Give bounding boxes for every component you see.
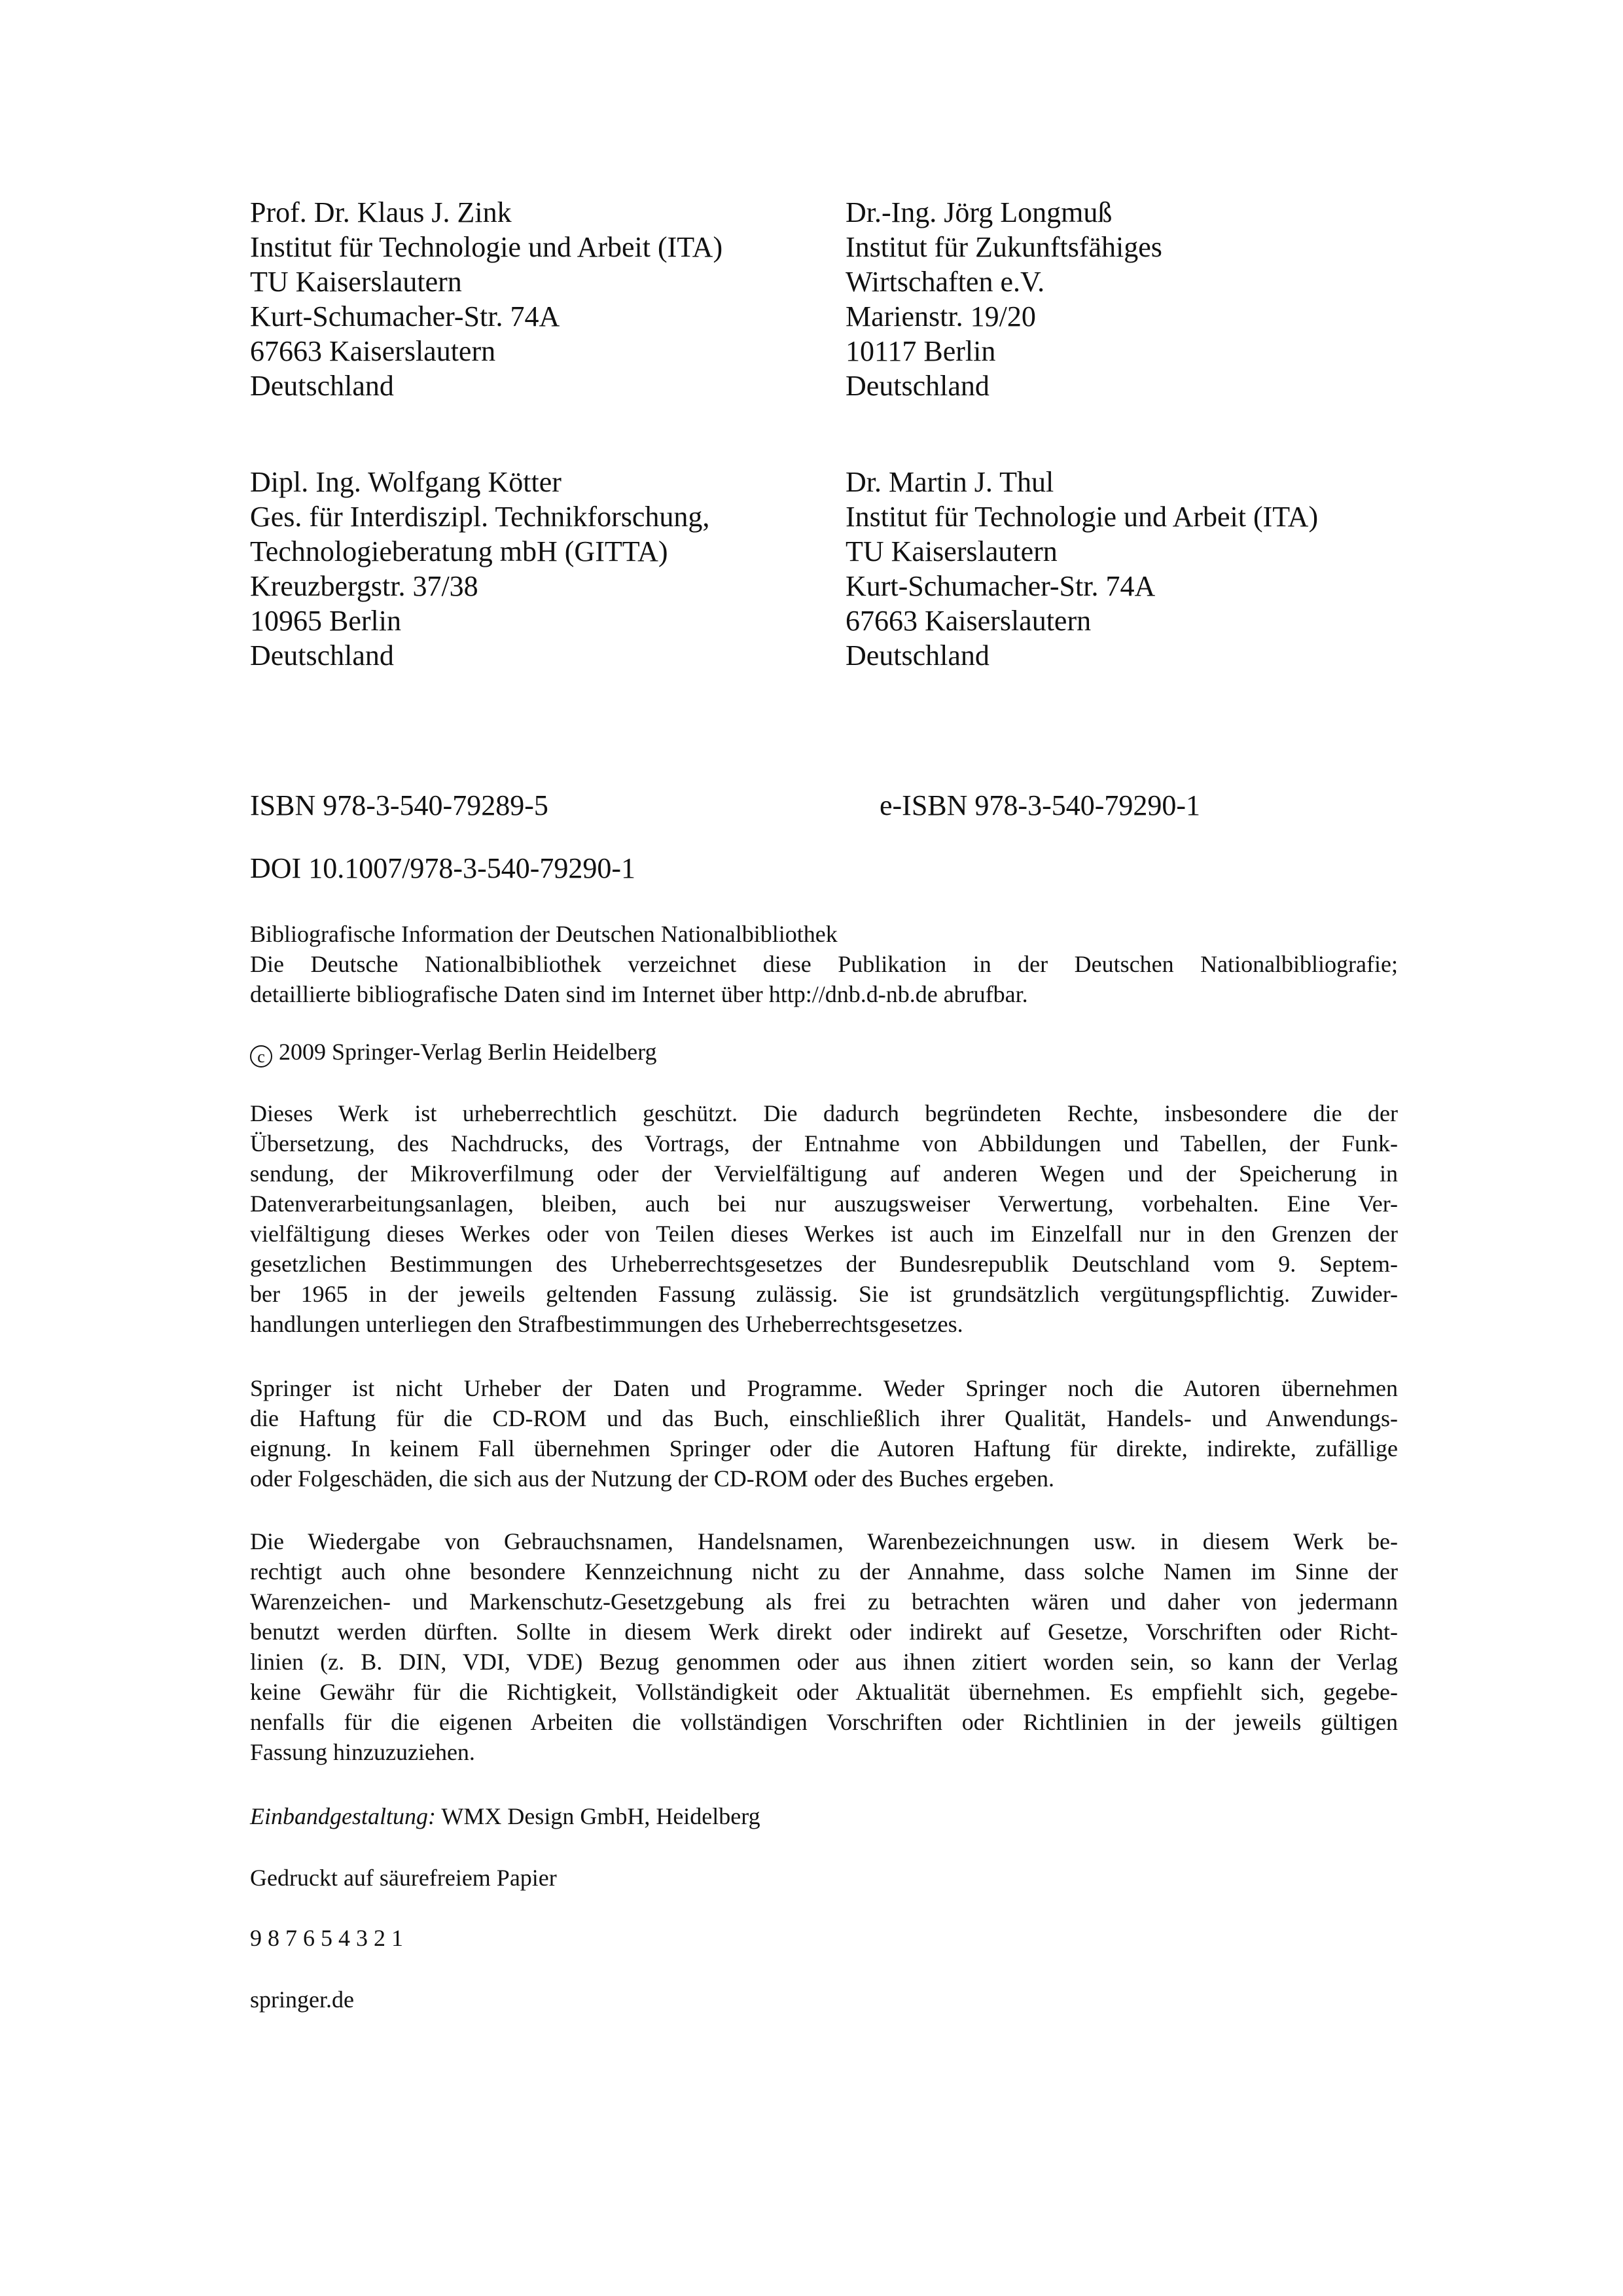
copyright-icon: c: [250, 1045, 272, 1067]
text-line: linien (z. B. DIN, VDI, VDE) Bezug genommen oder aus ihnen zitiert worden sein, so kann der Verlag: [250, 1649, 1398, 1675]
address-line: Technologieberatung mbH (GITTA): [250, 535, 668, 567]
text-line: Die Wiedergabe von Gebrauchsnamen, Handelsnamen, Warenbezeichnungen usw. in diesem Werk be-: [250, 1528, 1398, 1554]
address-block-thul: [846, 465, 1318, 673]
cover-design-label: Einbandgestaltung:: [250, 1803, 436, 1829]
address-line: Institut für Technologie und Arbeit (ITA): [250, 231, 723, 263]
paper-notice: Gedruckt auf säurefreiem Papier: [250, 1865, 557, 1891]
address-line: Wirtschaften e.V.: [846, 266, 1045, 298]
text-line: keine Gewähr für die Richtigkeit, Vollständigkeit oder Aktualität übernehmen. Es empfiehlt sich, gegebe-: [250, 1679, 1398, 1705]
text-line: Springer ist nicht Urheber der Daten und Programme. Weder Springer noch die Autoren übernehmen: [250, 1375, 1398, 1401]
address-line: Marienstr. 19/20: [846, 300, 1036, 332]
cover-design-value: WMX Design GmbH, Heidelberg: [441, 1803, 760, 1829]
address-line: 10117 Berlin: [846, 335, 996, 367]
bibliographic-information: [250, 919, 1398, 1009]
isbn: ISBN 978-3-540-79289-5: [250, 789, 548, 821]
text-line: oder Folgeschäden, die sich aus der Nutzung der CD-ROM oder des Buches ergeben.: [250, 1465, 1055, 1492]
doi: DOI 10.1007/978-3-540-79290-1: [250, 852, 636, 884]
address-line: Deutschland: [250, 370, 394, 402]
text-line: Fassung hinzuzuziehen.: [250, 1739, 475, 1765]
address-line: Deutschland: [846, 639, 990, 672]
address-line: 67663 Kaiserslautern: [250, 335, 496, 367]
text-line: Bibliografische Information der Deutschen Nationalbibliothek: [250, 921, 838, 947]
rights-paragraph: [250, 1098, 1398, 1339]
copyright-notice: [250, 1037, 1398, 1067]
copyright-text: 2009 Springer-Verlag Berlin Heidelberg: [279, 1039, 657, 1065]
text-line: ber 1965 in der jeweils geltenden Fassung zulässig. Sie ist grundsätzlich vergütungspflichtig. Zuwider-: [250, 1281, 1398, 1307]
address-line: 67663 Kaiserslautern: [846, 605, 1092, 637]
address-block-koetter: [250, 465, 709, 673]
text-line: detaillierte bibliografische Daten sind im Internet über http://dnb.d-nb.de abrufbar.: [250, 981, 1028, 1007]
address-line: Kurt-Schumacher-Str. 74A: [250, 300, 560, 332]
text-line: Warenzeichen- und Markenschutz-Gesetzgebung als frei zu betrachten wären und daher von jedermann: [250, 1588, 1398, 1615]
address-block-zink: [250, 195, 722, 403]
address-line: Kurt-Schumacher-Str. 74A: [846, 570, 1156, 602]
address-line: Deutschland: [846, 370, 990, 402]
cover-design-credit: [250, 1801, 1398, 1831]
text-line: die Haftung für die CD-ROM und das Buch, einschließlich ihrer Qualität, Handels- und Anwendungs-: [250, 1405, 1398, 1431]
print-run-numbers: 9 8 7 6 5 4 3 2 1: [250, 1925, 403, 1951]
address-line: TU Kaiserslautern: [846, 535, 1058, 567]
text-line: Dieses Werk ist urheberrechtlich geschützt. Die dadurch begründeten Rechte, insbesondere die der: [250, 1100, 1398, 1126]
text-line: Die Deutsche Nationalbibliothek verzeichnet diese Publikation in der Deutschen Nationalbibliografie;: [250, 951, 1398, 977]
liability-paragraph: [250, 1373, 1398, 1494]
address-line: Dr.-Ing. Jörg Longmuß: [846, 196, 1113, 228]
address-line: Ges. für Interdiszipl. Technikforschung,: [250, 501, 710, 533]
text-line: nenfalls für die eigenen Arbeiten die vollständigen Vorschriften oder Richtlinien in der jeweils gültigen: [250, 1709, 1398, 1735]
text-line: rechtigt auch ohne besondere Kennzeichnung nicht zu der Annahme, dass solche Namen im Sinne der: [250, 1558, 1398, 1585]
address-line: Institut für Technologie und Arbeit (ITA): [846, 501, 1319, 533]
address-line: Kreuzbergstr. 37/38: [250, 570, 478, 602]
text-line: Datenverarbeitungsanlagen, bleiben, auch bei nur auszugsweiser Verwertung, vorbehalten. Eine Ver-: [250, 1191, 1398, 1217]
address-block-longmuss: [846, 195, 1162, 403]
text-line: vielfältigung dieses Werkes oder von Teilen dieses Werkes ist auch im Einzelfall nur in den Grenzen der: [250, 1221, 1398, 1247]
text-line: handlungen unterliegen den Strafbestimmungen des Urheberrechtsgesetzes.: [250, 1311, 963, 1337]
address-line: 10965 Berlin: [250, 605, 401, 637]
text-line: eignung. In keinem Fall übernehmen Springer oder die Autoren Haftung für direkte, indirekte, zufällige: [250, 1435, 1398, 1462]
publisher-website: springer.de: [250, 1986, 354, 2013]
text-line: sendung, der Mikroverfilmung oder der Vervielfältigung auf anderen Wegen und der Speicherung in: [250, 1160, 1398, 1187]
address-line: Dr. Martin J. Thul: [846, 466, 1054, 498]
text-line: gesetzlichen Bestimmungen des Urheberrechtsgesetzes der Bundesrepublik Deutschland vom 9. Septem-: [250, 1251, 1398, 1277]
e-isbn: e-ISBN 978-3-540-79290-1: [880, 789, 1201, 821]
text-line: benutzt werden dürften. Sollte in diesem Werk direkt oder indirekt auf Gesetze, Vorschriften oder Richt-: [250, 1619, 1398, 1645]
text-line: Übersetzung, des Nachdrucks, des Vortrags, der Entnahme von Abbildungen und Tabellen, der Funk-: [250, 1130, 1398, 1157]
address-line: Deutschland: [250, 639, 394, 672]
address-line: Dipl. Ing. Wolfgang Kötter: [250, 466, 562, 498]
trademarks-paragraph: [250, 1526, 1398, 1767]
address-line: Institut für Zukunftsfähiges: [846, 231, 1162, 263]
address-line: TU Kaiserslautern: [250, 266, 462, 298]
address-line: Prof. Dr. Klaus J. Zink: [250, 196, 512, 228]
